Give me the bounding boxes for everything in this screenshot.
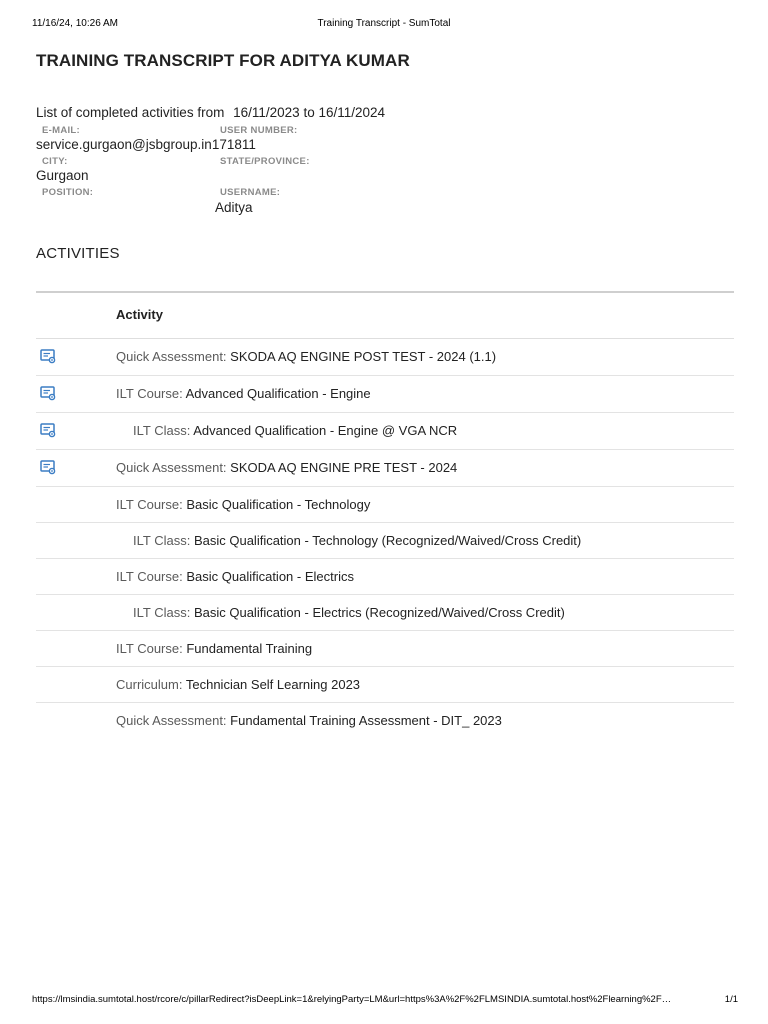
activity-text — [116, 569, 354, 584]
activities-table-header — [36, 293, 734, 339]
activity-row — [36, 667, 734, 703]
activity-name: Basic Qualification - Technology (Recognized/Waived/Cross Credit) — [193, 533, 582, 548]
activity-name: Basic Qualification - Electrics (Recognized/Waived/Cross Credit) — [193, 605, 565, 620]
activity-type: Curriculum: — [116, 677, 183, 692]
activity-text — [116, 713, 502, 728]
activity-type: ILT Course: — [116, 386, 183, 401]
username-label: USERNAME: — [220, 187, 281, 198]
city-label: CITY: — [42, 156, 68, 167]
username-value: Aditya — [215, 200, 253, 215]
activity-row — [36, 376, 734, 413]
position-label: POSITION: — [42, 187, 94, 198]
activity-text — [116, 497, 370, 512]
state-label: STATE/PROVINCE: — [220, 156, 310, 167]
activity-row — [36, 631, 734, 667]
activity-name: Basic Qualification - Electrics — [186, 569, 354, 584]
activity-type: ILT Class: — [133, 423, 191, 438]
date-range — [36, 105, 385, 120]
activity-type: ILT Course: — [116, 641, 183, 656]
email-and-user-number-values — [36, 137, 256, 152]
activity-name: SKODA AQ ENGINE PRE TEST - 2024 — [230, 460, 458, 475]
activity-type: ILT Class: — [133, 605, 191, 620]
activity-row — [36, 487, 734, 523]
activity-launch-icon[interactable] — [40, 460, 56, 475]
email-label: E-MAIL: — [42, 125, 80, 136]
date-range-to-word: to — [303, 105, 315, 120]
activity-text — [116, 460, 457, 475]
date-range-prefix: List of completed activities from — [36, 105, 225, 120]
date-range-to: 16/11/2024 — [318, 105, 386, 120]
user-number-label: USER NUMBER: — [220, 125, 298, 136]
activity-type: Quick Assessment: — [116, 460, 227, 475]
date-range-from: 16/11/2023 — [233, 105, 300, 120]
activity-type: ILT Course: — [116, 569, 183, 584]
activity-name: Fundamental Training Assessment - DIT_ 2023 — [230, 713, 502, 728]
print-page-title: Training Transcript - SumTotal — [317, 18, 451, 29]
activities-heading: ACTIVITIES — [36, 245, 120, 262]
activity-type: ILT Course: — [116, 497, 183, 512]
activity-name: Advanced Qualification - Engine — [185, 386, 371, 401]
activity-text — [133, 423, 457, 438]
activities-table — [36, 291, 734, 738]
activity-column-header: Activity — [116, 307, 163, 322]
email-value: service.gurgaon@jsbgroup.in — [36, 137, 212, 152]
activity-name: Basic Qualification - Technology — [186, 497, 371, 512]
activity-launch-icon[interactable] — [40, 349, 56, 364]
activity-text — [116, 349, 496, 364]
activity-row — [36, 559, 734, 595]
transcript-title: TRAINING TRANSCRIPT FOR ADITYA KUMAR — [36, 51, 410, 70]
activity-type: Quick Assessment: — [116, 349, 227, 364]
activity-text — [116, 641, 312, 656]
activity-launch-icon[interactable] — [40, 386, 56, 401]
print-date: 11/16/24, 10:26 AM — [32, 18, 118, 29]
activity-launch-icon[interactable] — [40, 423, 56, 438]
activity-name: SKODA AQ ENGINE POST TEST - 2024 (1.1) — [230, 349, 497, 364]
activity-text — [116, 677, 360, 692]
activity-row — [36, 339, 734, 376]
activity-type: Quick Assessment: — [116, 713, 227, 728]
activity-type: ILT Class: — [133, 533, 191, 548]
user-number-value: 171811 — [211, 137, 256, 152]
print-footer — [32, 994, 738, 1008]
activity-row — [36, 595, 734, 631]
page-number: 1/1 — [724, 994, 738, 1005]
activity-text — [133, 533, 581, 548]
print-header — [32, 18, 736, 32]
activity-row — [36, 523, 734, 559]
activity-row — [36, 413, 734, 450]
activity-name: Advanced Qualification - Engine @ VGA NCR — [193, 423, 458, 438]
activity-row — [36, 703, 734, 738]
activity-text — [116, 386, 371, 401]
activity-row — [36, 450, 734, 487]
activity-name: Technician Self Learning 2023 — [185, 677, 361, 692]
activity-name: Fundamental Training — [186, 641, 313, 656]
activity-text — [133, 605, 565, 620]
print-footer-url: https://lmsindia.sumtotal.host/rcore/c/pillarRedirect?isDeepLink=1&relyingParty=LM&url=https%3A%2F%2FLMSINDIA.sumtotal.host%2Flearning%2F… — [32, 994, 672, 1005]
city-value: Gurgaon — [36, 168, 89, 183]
